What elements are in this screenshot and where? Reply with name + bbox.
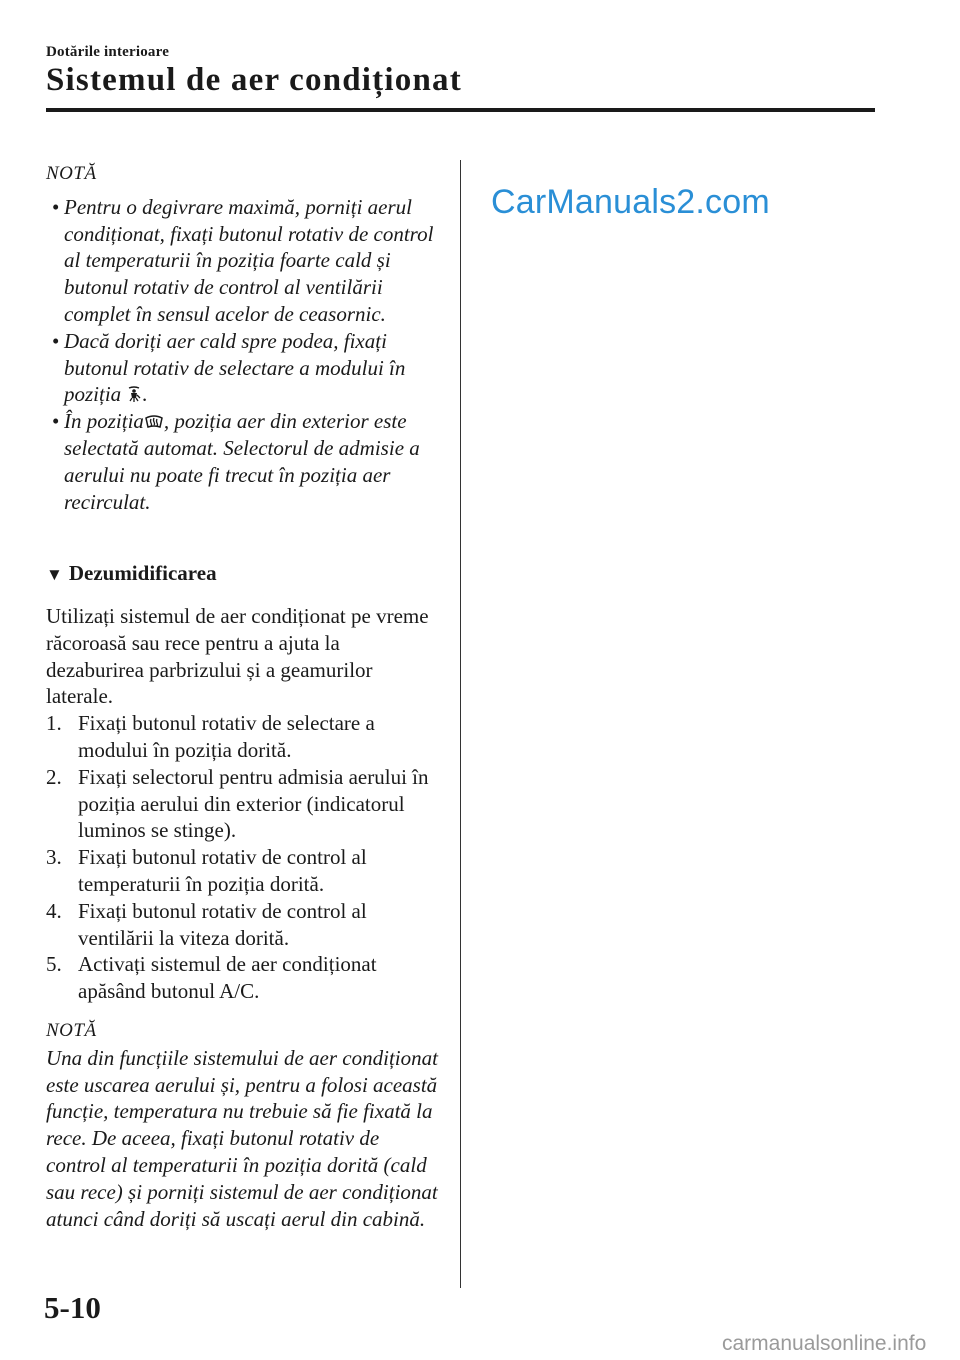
step-text: Fixați selectorul pentru admisia aerului în poziția aerului din exterior (indicatorul luminos se stinge). [78,764,429,843]
bullet-text: Pentru o degivrare maximă, porniți aerul condiționat, fixați butonul rotativ de control al temperaturii în poziția foarte cald și butonul rotativ de control al ventilării complet în sensul acelor de ceasornic. [64,194,434,326]
step-item [46,951,438,1005]
bullet-text: În poziția [64,409,144,434]
floor-defrost-mode-icon [126,386,142,403]
footer-source-mark: carmanualsonline.info [722,1332,927,1355]
note-bullet [46,328,438,408]
bullet-dot: • [52,194,60,219]
bullet-text-end: , poziția aer din exterior este selectată automat. Selectorul de admisie a aerului nu poate fi trecut în poziția aer recirculat. [64,409,420,514]
note-bullet [46,194,438,328]
step-text: Fixați butonul rotativ de selectare a modului în poziția dorită. [78,711,375,762]
dehumidify-heading-text: Dezumidificarea [68,561,217,585]
step-item [46,844,438,898]
note-block-2 [46,1018,438,1232]
page-title: Sistemul de aer condiționat [46,62,462,98]
step-text: Fixați butonul rotativ de control al ventilării la viteza dorită. [78,898,367,950]
step-item [46,898,438,952]
title-rule [46,108,875,112]
note-heading: NOTĂ [46,163,97,184]
note-text: Una din funcțiile sistemului de aer condiționat este uscarea aerului și, pentru a folosi această funcție, temperatura nu trebuie să fie fixată la rece. De aceea, fixați butonul rotativ de control al temperaturii în poziția dorită (cald sau rece) și porniți sistemul de aer condiționat atunci când doriți să uscați aerul din cabină. [46,1045,438,1231]
bullet-text-end: . [142,382,148,407]
defrost-mode-icon [144,413,164,430]
section-label: Dotările interioare [46,44,170,60]
step-number: 2. [46,764,62,789]
bullet-dot: • [52,409,60,434]
note-bullet-list [46,194,438,516]
step-number: 4. [46,898,62,923]
bullet-text: Dacă doriți aer cald spre podea, fixați butonul rotativ de selectare a modului în poziția [64,328,406,407]
dehumidify-intro: Utilizați sistemul de aer condiționat pe vreme răcoroasă sau rece pentru a ajuta la dezaburirea parbrizului și a geamurilor laterale. [46,604,429,709]
step-item [46,764,438,844]
dehumidify-heading [46,560,438,589]
step-text: Fixați butonul rotativ de control al temperaturii în poziția dorită. [78,845,367,896]
triangle-marker-icon: ▼ [46,565,63,584]
watermark-logo[interactable]: CarManuals2.com [491,183,770,221]
dehumidify-body [46,603,438,1005]
note-block-1 [46,161,438,515]
step-item [46,710,438,764]
step-number: 1. [46,711,62,736]
step-number: 5. [46,952,62,977]
bullet-dot: • [52,328,60,353]
note-heading: NOTĂ [46,1020,97,1041]
column-divider [460,160,461,1288]
page-number: 5-10 [44,1290,101,1325]
step-text: Activați sistemul de aer condiționat apăsând butonul A/C. [78,952,377,1004]
step-number: 3. [46,845,62,870]
dehumidify-steps [46,710,438,1005]
note-bullet [46,408,438,515]
